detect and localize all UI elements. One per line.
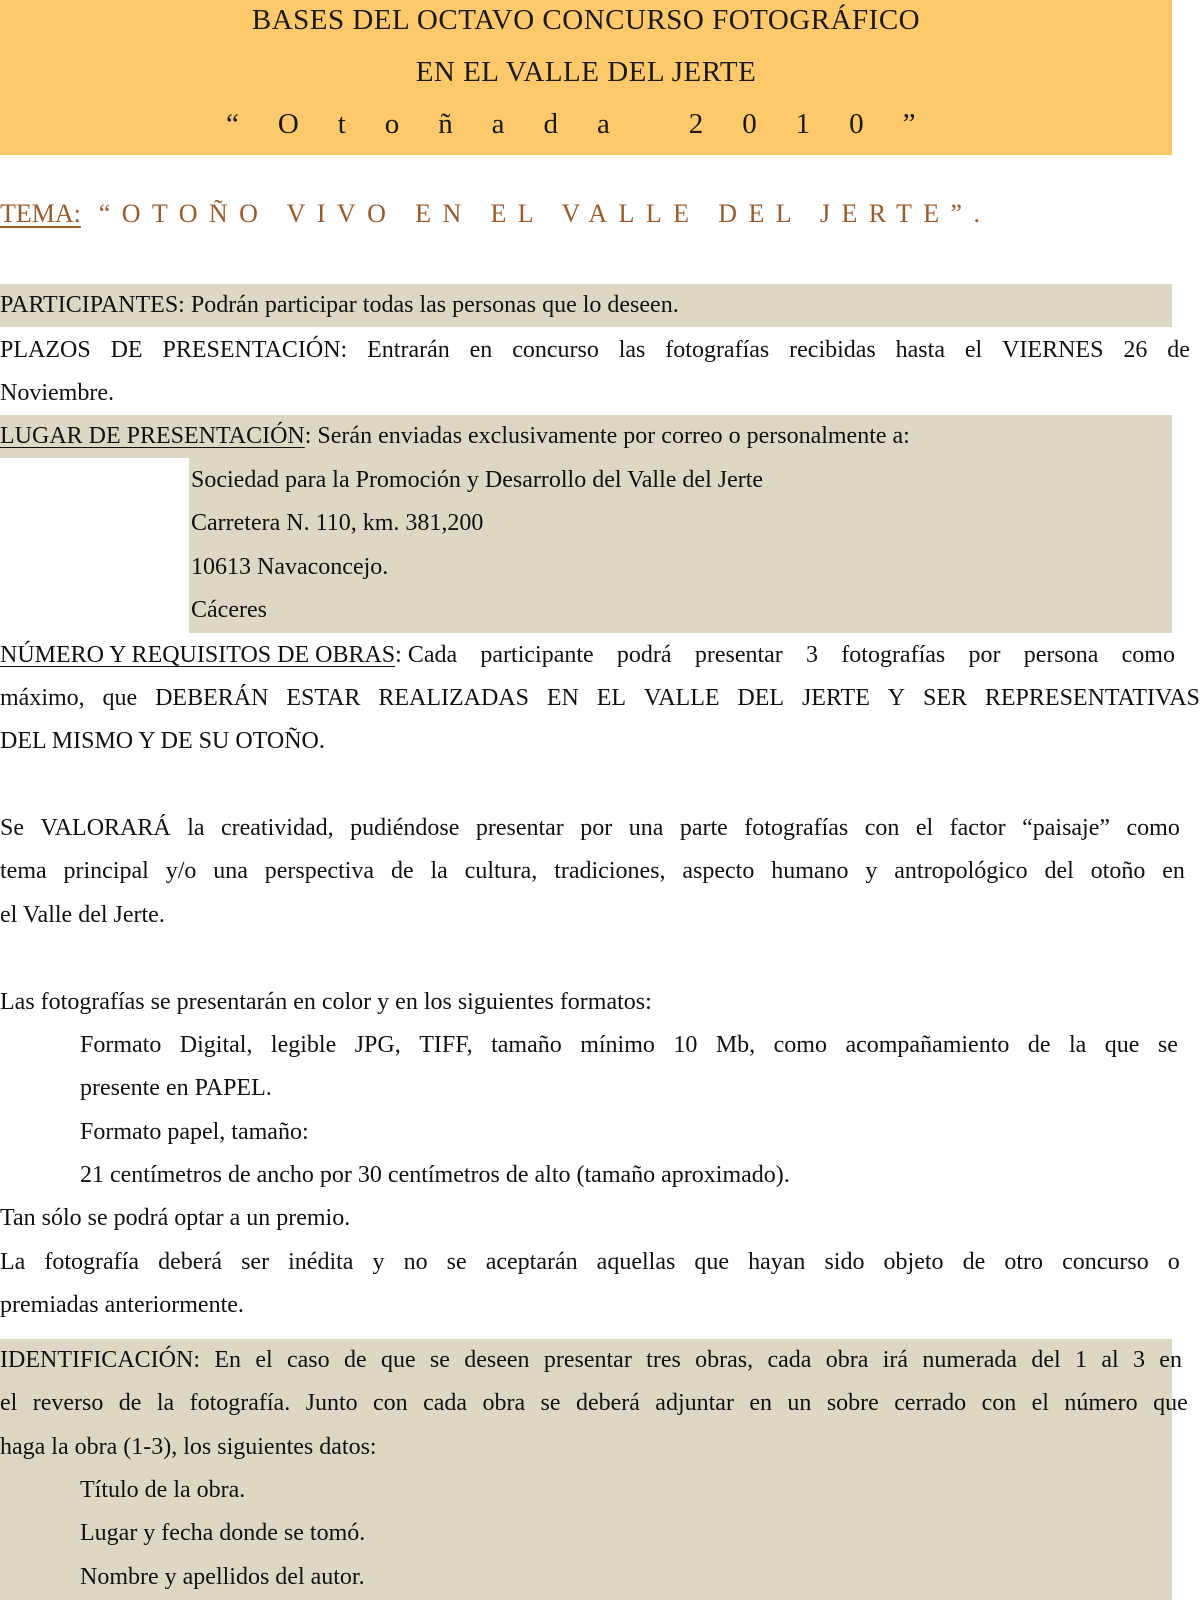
word: EL bbox=[596, 685, 627, 711]
identificacion-line-2 bbox=[0, 1383, 1188, 1423]
word: la bbox=[156, 1390, 175, 1416]
word: cerrado bbox=[894, 1390, 967, 1416]
word: podrá bbox=[616, 642, 672, 668]
formatos-medidas: 21 centímetros de ancho por 30 centímetros de alto (tamaño aproximado). bbox=[80, 1162, 790, 1188]
word: el bbox=[915, 815, 934, 841]
word: que bbox=[102, 685, 138, 711]
word: de bbox=[962, 1249, 986, 1275]
word: que bbox=[694, 1249, 730, 1275]
word: como bbox=[773, 1032, 827, 1058]
word: reverso bbox=[32, 1390, 104, 1416]
word: 1 bbox=[1074, 1347, 1087, 1373]
word: fotografías bbox=[665, 337, 770, 363]
identificacion-item: Título de la obra. bbox=[80, 1477, 246, 1503]
valorara-line-2 bbox=[0, 851, 1185, 891]
plazos-line-1 bbox=[0, 330, 1190, 370]
word: el bbox=[0, 1390, 18, 1416]
title-char: ñ bbox=[438, 108, 454, 140]
lugar-line bbox=[0, 416, 910, 456]
header-banner bbox=[0, 0, 1172, 155]
word: VALLE bbox=[643, 685, 720, 711]
word: con bbox=[373, 1390, 408, 1416]
valorara-line-3: el Valle del Jerte. bbox=[0, 902, 165, 928]
title-char: d bbox=[543, 108, 559, 140]
word: de bbox=[118, 1390, 142, 1416]
word: En bbox=[214, 1347, 241, 1373]
plazos-line-2: Noviembre. bbox=[0, 380, 114, 406]
title-char: a bbox=[491, 108, 506, 140]
word: irá bbox=[882, 1347, 909, 1373]
word: y bbox=[372, 1249, 385, 1275]
title-line-1: BASES DEL OCTAVO CONCURSO FOTOGRÁFICO bbox=[251, 4, 921, 36]
word: la bbox=[1068, 1032, 1087, 1058]
word: o bbox=[1167, 1249, 1180, 1275]
word: se bbox=[429, 1347, 450, 1373]
word: por bbox=[580, 815, 613, 841]
word: IDENTIFICACIÓN: bbox=[0, 1347, 200, 1373]
word: como bbox=[1126, 815, 1180, 841]
word: del bbox=[1031, 1347, 1061, 1373]
word: deseen bbox=[464, 1347, 530, 1373]
word: fotografías bbox=[841, 642, 946, 668]
word: obras, bbox=[695, 1347, 754, 1373]
inedita-line-2: premiadas anteriormente. bbox=[0, 1292, 244, 1318]
word: Formato bbox=[80, 1032, 162, 1058]
word: y bbox=[865, 858, 878, 884]
word: tres bbox=[646, 1347, 681, 1373]
word: concurso bbox=[512, 337, 599, 363]
word: por bbox=[968, 642, 1001, 668]
word: parte bbox=[679, 815, 728, 841]
word: como bbox=[1121, 642, 1175, 668]
word: recibidas bbox=[789, 337, 876, 363]
word: objeto bbox=[883, 1249, 944, 1275]
address-line: Carretera N. 110, km. 381,200 bbox=[191, 510, 484, 536]
word: cada bbox=[423, 1390, 468, 1416]
tema-line bbox=[0, 199, 991, 229]
word: DEL bbox=[737, 685, 785, 711]
title-char: t bbox=[337, 108, 347, 140]
word: fotografías bbox=[744, 815, 849, 841]
title-char: a bbox=[596, 108, 611, 140]
word: caso bbox=[286, 1347, 330, 1373]
word: VIERNES bbox=[1002, 337, 1104, 363]
word: del bbox=[1044, 858, 1074, 884]
word: fotografía bbox=[44, 1249, 139, 1275]
title-line-2: EN EL VALLE DEL JERTE bbox=[415, 56, 757, 88]
word: presentar bbox=[694, 642, 783, 668]
word: en bbox=[1162, 858, 1185, 884]
word: el bbox=[1031, 1390, 1049, 1416]
word: cultura, bbox=[464, 858, 538, 884]
word: con bbox=[981, 1390, 1017, 1416]
word: La bbox=[0, 1249, 26, 1275]
word: el bbox=[255, 1347, 273, 1373]
word: VALORARÁ bbox=[40, 815, 171, 841]
word: PRESENTACIÓN: bbox=[162, 337, 348, 363]
address-line: Sociedad para la Promoción y Desarrollo del Valle del Jerte bbox=[191, 467, 764, 493]
word: una bbox=[213, 858, 248, 884]
word: “paisaje” bbox=[1022, 815, 1111, 841]
word: y/o bbox=[165, 858, 197, 884]
word: de bbox=[1027, 1032, 1051, 1058]
word: DEBERÁN bbox=[155, 685, 269, 711]
word: de bbox=[1167, 337, 1190, 363]
numero-label: NÚMERO Y REQUISITOS DE OBRAS bbox=[0, 642, 396, 668]
word: JPG, bbox=[354, 1032, 401, 1058]
word: tema bbox=[0, 858, 47, 884]
word: que bbox=[1153, 1390, 1188, 1416]
inedita-line-1 bbox=[0, 1242, 1180, 1282]
word: otro bbox=[1004, 1249, 1043, 1275]
title-char: 1 bbox=[795, 108, 811, 140]
title-char: o bbox=[384, 108, 400, 140]
premio-line: Tan sólo se podrá optar a un premio. bbox=[0, 1205, 351, 1231]
word: un bbox=[787, 1390, 812, 1416]
word: obra bbox=[482, 1390, 526, 1416]
word: no bbox=[403, 1249, 428, 1275]
word bbox=[0, 635, 457, 675]
word: el bbox=[964, 337, 983, 363]
title-char: “ bbox=[226, 108, 240, 140]
word: deberá bbox=[158, 1249, 223, 1275]
word: una bbox=[628, 815, 664, 841]
word: 10 bbox=[673, 1032, 698, 1058]
word: que bbox=[1104, 1032, 1140, 1058]
word: 26 bbox=[1123, 337, 1148, 363]
word: se bbox=[1157, 1032, 1178, 1058]
lugar-text: : Serán enviadas exclusivamente por correo o personalmente a: bbox=[304, 423, 910, 449]
word: persona bbox=[1023, 642, 1099, 668]
word: SER bbox=[922, 685, 967, 711]
word: ser bbox=[241, 1249, 270, 1275]
word: antropológico bbox=[894, 858, 1028, 884]
word: : Cada bbox=[395, 642, 458, 668]
word: Mb, bbox=[715, 1032, 756, 1058]
word: de bbox=[390, 858, 414, 884]
word: ESTAR bbox=[286, 685, 361, 711]
word: presentar bbox=[543, 1347, 632, 1373]
word: otoño bbox=[1090, 858, 1146, 884]
identificacion-item: Lugar y fecha donde se tomó. bbox=[80, 1520, 366, 1546]
word: concurso bbox=[1062, 1249, 1149, 1275]
word: legible bbox=[270, 1032, 337, 1058]
word: numerada bbox=[922, 1347, 1017, 1373]
word: humano bbox=[771, 858, 849, 884]
word: máximo, bbox=[0, 685, 85, 711]
formatos-papel: Formato papel, tamaño: bbox=[80, 1119, 309, 1145]
word: DE bbox=[110, 337, 143, 363]
word: sobre bbox=[826, 1390, 879, 1416]
tema-value: “OTOÑO VIVO EN EL VALLE DEL JERTE”. bbox=[80, 199, 992, 228]
identificacion-line-1 bbox=[0, 1340, 1182, 1380]
word: presentar bbox=[475, 815, 564, 841]
numero-line-2 bbox=[0, 678, 1200, 718]
word: la bbox=[187, 815, 205, 841]
word: con bbox=[864, 815, 900, 841]
word: se bbox=[446, 1249, 467, 1275]
identificacion-line-3: haga la obra (1-3), los siguientes datos: bbox=[0, 1434, 377, 1460]
address-line: 10613 Navaconcejo. bbox=[191, 554, 389, 580]
word: aquellas bbox=[596, 1249, 676, 1275]
word: 3 bbox=[1132, 1347, 1145, 1373]
word: Entrarán bbox=[367, 337, 450, 363]
word: acompañamiento bbox=[845, 1032, 1010, 1058]
word: perspectiva bbox=[264, 858, 375, 884]
word: en bbox=[1159, 1347, 1182, 1373]
word: en bbox=[749, 1390, 772, 1416]
word: 3 bbox=[806, 642, 819, 668]
word: creatividad, bbox=[220, 815, 334, 841]
word: PLAZOS bbox=[0, 337, 91, 363]
word: obra bbox=[825, 1347, 869, 1373]
word: fotografía. bbox=[189, 1390, 291, 1416]
participantes-text: Podrán participar todas las personas que lo deseen. bbox=[184, 292, 679, 318]
word: adjuntar bbox=[655, 1390, 734, 1416]
word: se bbox=[540, 1390, 561, 1416]
word: hasta bbox=[895, 337, 945, 363]
word: de bbox=[343, 1347, 367, 1373]
address-line: Cáceres bbox=[191, 597, 267, 623]
numero-line-3: DEL MISMO Y DE SU OTOÑO. bbox=[0, 728, 325, 754]
word: REALIZADAS bbox=[378, 685, 529, 711]
word: REPRESENTATIVAS bbox=[984, 685, 1200, 711]
word: principal bbox=[63, 858, 149, 884]
word: número bbox=[1064, 1390, 1138, 1416]
word: hayan bbox=[748, 1249, 806, 1275]
lugar-label: LUGAR DE PRESENTACIÓN bbox=[0, 423, 305, 449]
formatos-digital-line-1 bbox=[80, 1025, 1178, 1065]
word: Junto bbox=[305, 1390, 358, 1416]
word: aspecto bbox=[682, 858, 755, 884]
word: que bbox=[380, 1347, 416, 1373]
participantes-line bbox=[0, 285, 679, 325]
title-char: 0 bbox=[742, 108, 758, 140]
word: en bbox=[469, 337, 493, 363]
word: Se bbox=[0, 815, 24, 841]
participantes-label: PARTICIPANTES: bbox=[0, 292, 185, 318]
title-char: 2 bbox=[688, 108, 704, 140]
word: participante bbox=[480, 642, 594, 668]
numero-line-1 bbox=[0, 635, 1175, 675]
word: inédita bbox=[288, 1249, 354, 1275]
word: al bbox=[1101, 1347, 1119, 1373]
valorara-line-1 bbox=[0, 808, 1180, 848]
word: cada bbox=[767, 1347, 812, 1373]
word: Digital, bbox=[179, 1032, 253, 1058]
word: las bbox=[618, 337, 646, 363]
formatos-digital-line-2: presente en PAPEL. bbox=[80, 1075, 272, 1101]
word: la bbox=[430, 858, 448, 884]
word: TIFF, bbox=[419, 1032, 473, 1058]
word: sido bbox=[824, 1249, 865, 1275]
word: mínimo bbox=[580, 1032, 655, 1058]
word: deberá bbox=[575, 1390, 640, 1416]
formatos-intro: Las fotografías se presentarán en color y en los siguientes formatos: bbox=[0, 989, 652, 1015]
title-char: 0 bbox=[849, 108, 865, 140]
word: Y bbox=[887, 685, 906, 711]
word: tamaño bbox=[491, 1032, 562, 1058]
identificacion-item: Nombre y apellidos del autor. bbox=[80, 1564, 365, 1590]
word: tradiciones, bbox=[554, 858, 666, 884]
word: factor bbox=[949, 815, 1006, 841]
word: EN bbox=[546, 685, 579, 711]
word: pudiéndose bbox=[350, 815, 460, 841]
word: JERTE bbox=[801, 685, 870, 711]
title-line-3 bbox=[226, 108, 916, 141]
tema-label: TEMA: bbox=[0, 199, 81, 228]
title-char: O bbox=[277, 108, 300, 140]
title-char: ” bbox=[902, 108, 916, 140]
word: aceptarán bbox=[485, 1249, 578, 1275]
